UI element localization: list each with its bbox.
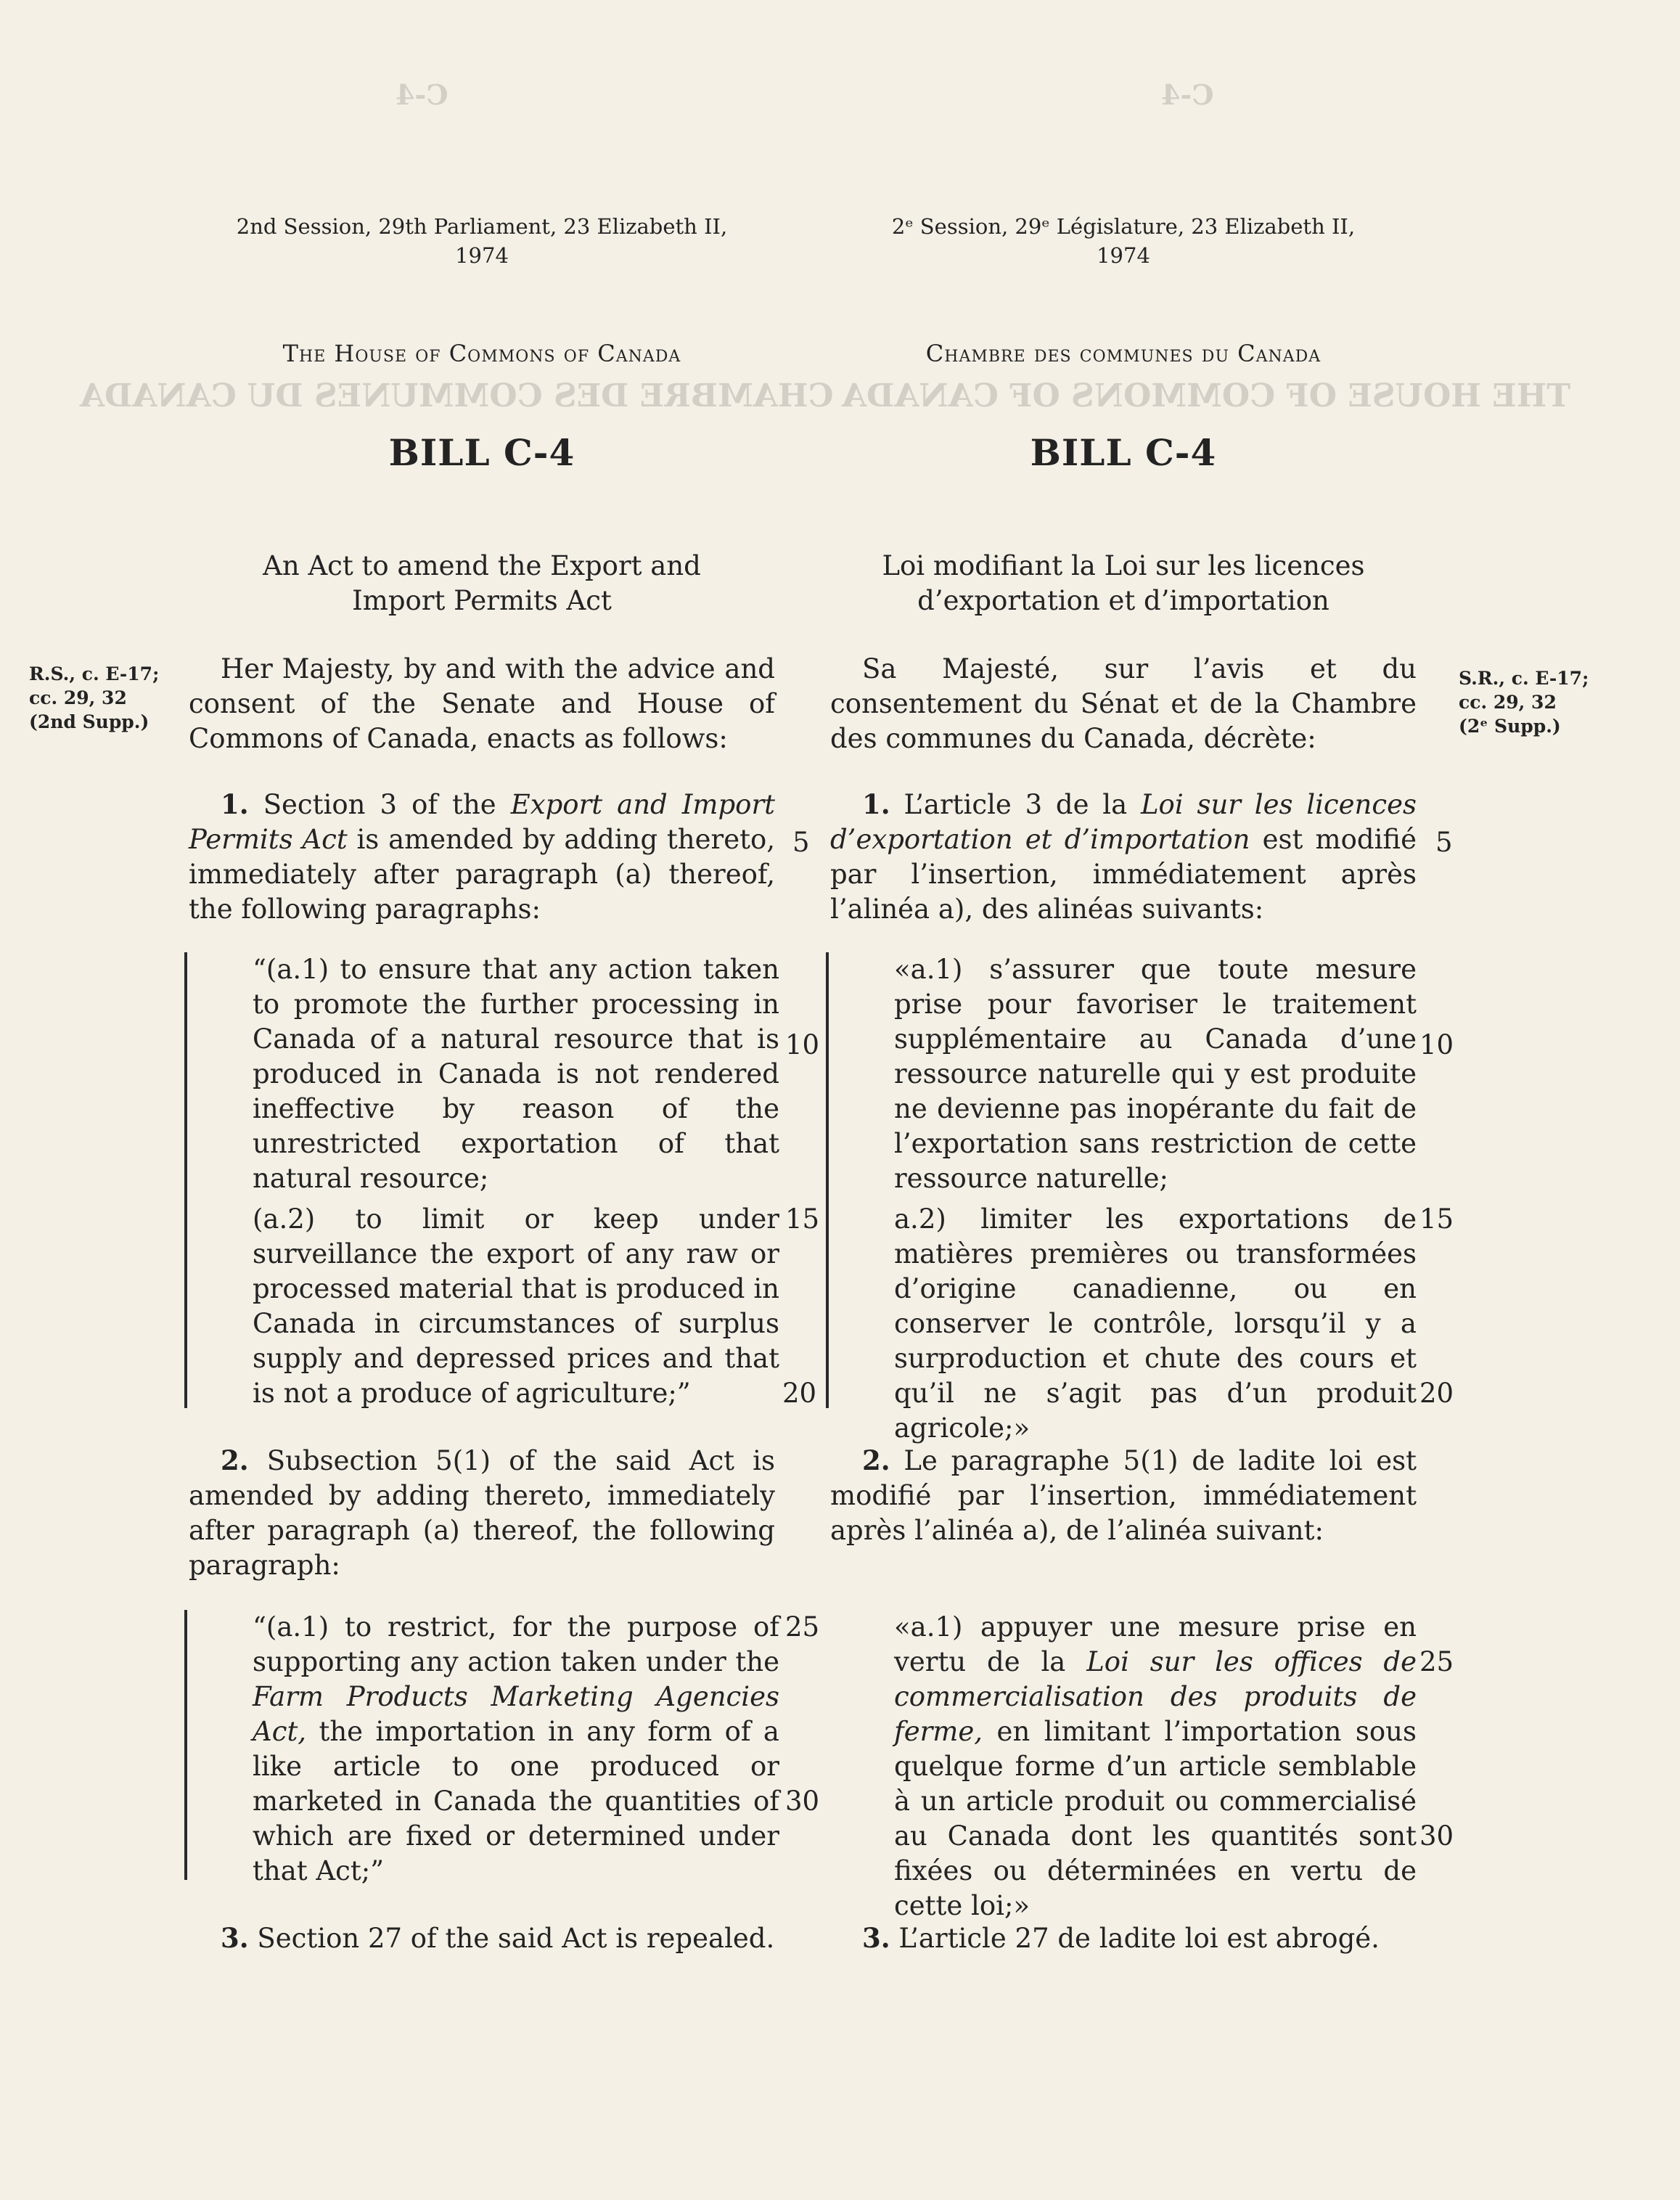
act-name: Farm Products Marketing Agencies Act, — [253, 1681, 779, 1747]
amendment-block — [184, 952, 782, 1408]
line-number: 20 — [782, 1378, 817, 1409]
section-3 — [830, 1921, 1417, 1956]
line-number: 10 — [1419, 1029, 1454, 1060]
house-heading: The House of Commons of Canada — [282, 340, 681, 367]
house-heading: Chambre des communes du Canada — [925, 340, 1322, 367]
amendment-block — [826, 1610, 1424, 1921]
act-title — [189, 549, 775, 618]
act-name: Loi sur les licences d’exportation et d’importation — [830, 789, 1417, 855]
section-1 — [830, 787, 1417, 927]
section-text: is amended by adding thereto, immediately after paragraph (a) thereof, the following paragraphs: — [189, 824, 775, 925]
margin-note-line: (2ᵉ Supp.) — [1459, 716, 1561, 737]
session-year: 1974 — [455, 243, 509, 268]
session-line: 2nd Session, 29th Parliament, 23 Elizabeth II, — [236, 214, 728, 239]
section-number: 1. — [221, 788, 249, 820]
margin-note — [1459, 666, 1611, 738]
margin-note-line: (2nd Supp.) — [29, 711, 149, 732]
enacting-clause — [189, 652, 775, 756]
margin-note-line: S.R., c. E-17; — [1459, 668, 1589, 689]
section-text: Section 27 of the said Act is repealed. — [257, 1923, 775, 1954]
paragraph-b1: «a.1) appuyer une mesure prise en vertu de la Loi sur les offices de commercialisation des produits de ferme, en limitant l’importation sous quelque forme d’un article semblable à un article produit ou commercialisé au Canada dont les quantités sont fixées ou déterminées en vertu de cette loi;» — [894, 1611, 1417, 1921]
line-number: 5 — [792, 827, 810, 858]
section-text: L’article 27 de ladite loi est abrogé. — [898, 1923, 1380, 1954]
session-year: 1974 — [1097, 243, 1150, 268]
line-number: 30 — [1419, 1820, 1454, 1852]
act-title-line: d’exportation et d’importation — [917, 585, 1329, 616]
section-number: 1. — [862, 788, 890, 820]
section-number: 2. — [221, 1444, 249, 1476]
line-number: 25 — [785, 1611, 820, 1643]
enacting-clause — [830, 652, 1417, 756]
line-number: 25 — [1419, 1646, 1454, 1677]
line-number: 5 — [1435, 827, 1453, 858]
paragraph-a2: (a.2) to limit or keep under surveillance the export of any raw or processed material that is produced in Canada in circumstances of surplus supply and depressed prices and that is not a produce of agriculture;” — [253, 1203, 779, 1409]
act-title-line: Loi modifiant la Loi sur les licences — [882, 550, 1365, 581]
show-through-text: C-4 — [1161, 78, 1214, 111]
act-title-line: Import Permits Act — [352, 585, 612, 616]
act-title-line: An Act to amend the Export and — [263, 550, 701, 581]
section-text: Section 3 of the — [263, 789, 496, 820]
session-line: 2ᵉ Session, 29ᵉ Législature, 23 Elizabeth II, — [891, 214, 1356, 239]
section-text: Le paragraphe 5(1) de ladite loi est modifié par l’insertion, immédiatement après l’alinéa a), de l’alinéa suivant: — [830, 1445, 1417, 1546]
line-number: 15 — [1419, 1203, 1454, 1235]
section-2 — [189, 1443, 775, 1583]
section-number: 3. — [221, 1922, 249, 1954]
line-number: 30 — [785, 1786, 820, 1817]
margin-note-line: cc. 29, 32 — [29, 687, 127, 708]
paragraph-a1: “(a.1) to ensure that any action taken to promote the further processing in Canada of a natural resource that is produced in Canada is not rendered ineffective by reason of the unrestricted exportation of that natural resource; — [253, 954, 779, 1194]
amendment-block — [184, 1610, 782, 1886]
english-column — [189, 212, 775, 270]
enacting-text: Sa Majesté, sur l’avis et du consentement du Sénat et de la Chambre des communes du Canada, décrète: — [830, 653, 1417, 754]
amendment-text — [253, 1610, 779, 1889]
amendment-text — [894, 952, 1417, 1446]
french-column — [830, 212, 1417, 270]
line-number: 10 — [785, 1029, 820, 1060]
enacting-text: Her Majesty, by and with the advice and consent of the Senate and House of Commons of Canada, enacts as follows: — [189, 653, 775, 754]
amendment-text — [894, 1610, 1417, 1923]
line-number: 15 — [785, 1203, 820, 1235]
bill-number: BILL C-4 — [388, 431, 575, 474]
section-number: 2. — [862, 1444, 890, 1476]
paragraph-a1: «a.1) s’assurer que toute mesure prise pour favoriser le traitement supplémentaire au Canada d’une ressource naturelle qui y est produite ne devienne pas inopérante du fait de l’exportation sans restriction de cette ressource naturelle; — [894, 954, 1417, 1194]
margin-note-line: cc. 29, 32 — [1459, 692, 1557, 713]
section-2 — [830, 1443, 1417, 1548]
section-text: Subsection 5(1) of the said Act is amended by adding thereto, immediately after paragraph (a) thereof, the following paragraph: — [189, 1445, 775, 1581]
show-through-text: C-4 — [396, 78, 448, 111]
show-through-text: THE HOUSE OF COMMONS OF CANADA — [842, 377, 1571, 414]
paragraph-a2: a.2) limiter les exportations de matières premières ou transformées d’origine canadienne, ou en conserver le contrôle, lorsqu’il y a surproduction et chute des cours et qu’il ne s’agit pas d’un produit agricole;» — [894, 1203, 1417, 1444]
act-name: Loi sur les offices de commercialisation des produits de ferme, — [894, 1646, 1417, 1747]
section-text: est modifié par l’insertion, immédiatement après l’alinéa a), des alinéas suivants: — [830, 824, 1417, 925]
show-through-text: CHAMBRE DES COMMUNES DU CANADA — [80, 377, 834, 414]
section-3 — [189, 1921, 775, 1956]
amendment-text — [253, 952, 779, 1411]
section-number: 3. — [862, 1922, 890, 1954]
amendment-block — [826, 952, 1424, 1444]
line-number: 20 — [1419, 1378, 1454, 1409]
paragraph-b1: “(a.1) to restrict, for the purpose of supporting any action taken under the Farm Products Marketing Agencies Act, the importation in any form of a like article to one produced or marketed in Canada the quantities of which are fixed or determined under that Act;” — [253, 1611, 779, 1886]
act-name: Export and Import Permits Act — [189, 789, 775, 855]
section-1 — [189, 787, 775, 927]
bill-number: BILL C-4 — [1030, 431, 1217, 474]
section-text: L’article 3 de la — [903, 789, 1128, 820]
act-title — [830, 549, 1417, 618]
margin-note-line: R.S., c. E-17; — [29, 663, 160, 684]
margin-note — [29, 662, 181, 734]
